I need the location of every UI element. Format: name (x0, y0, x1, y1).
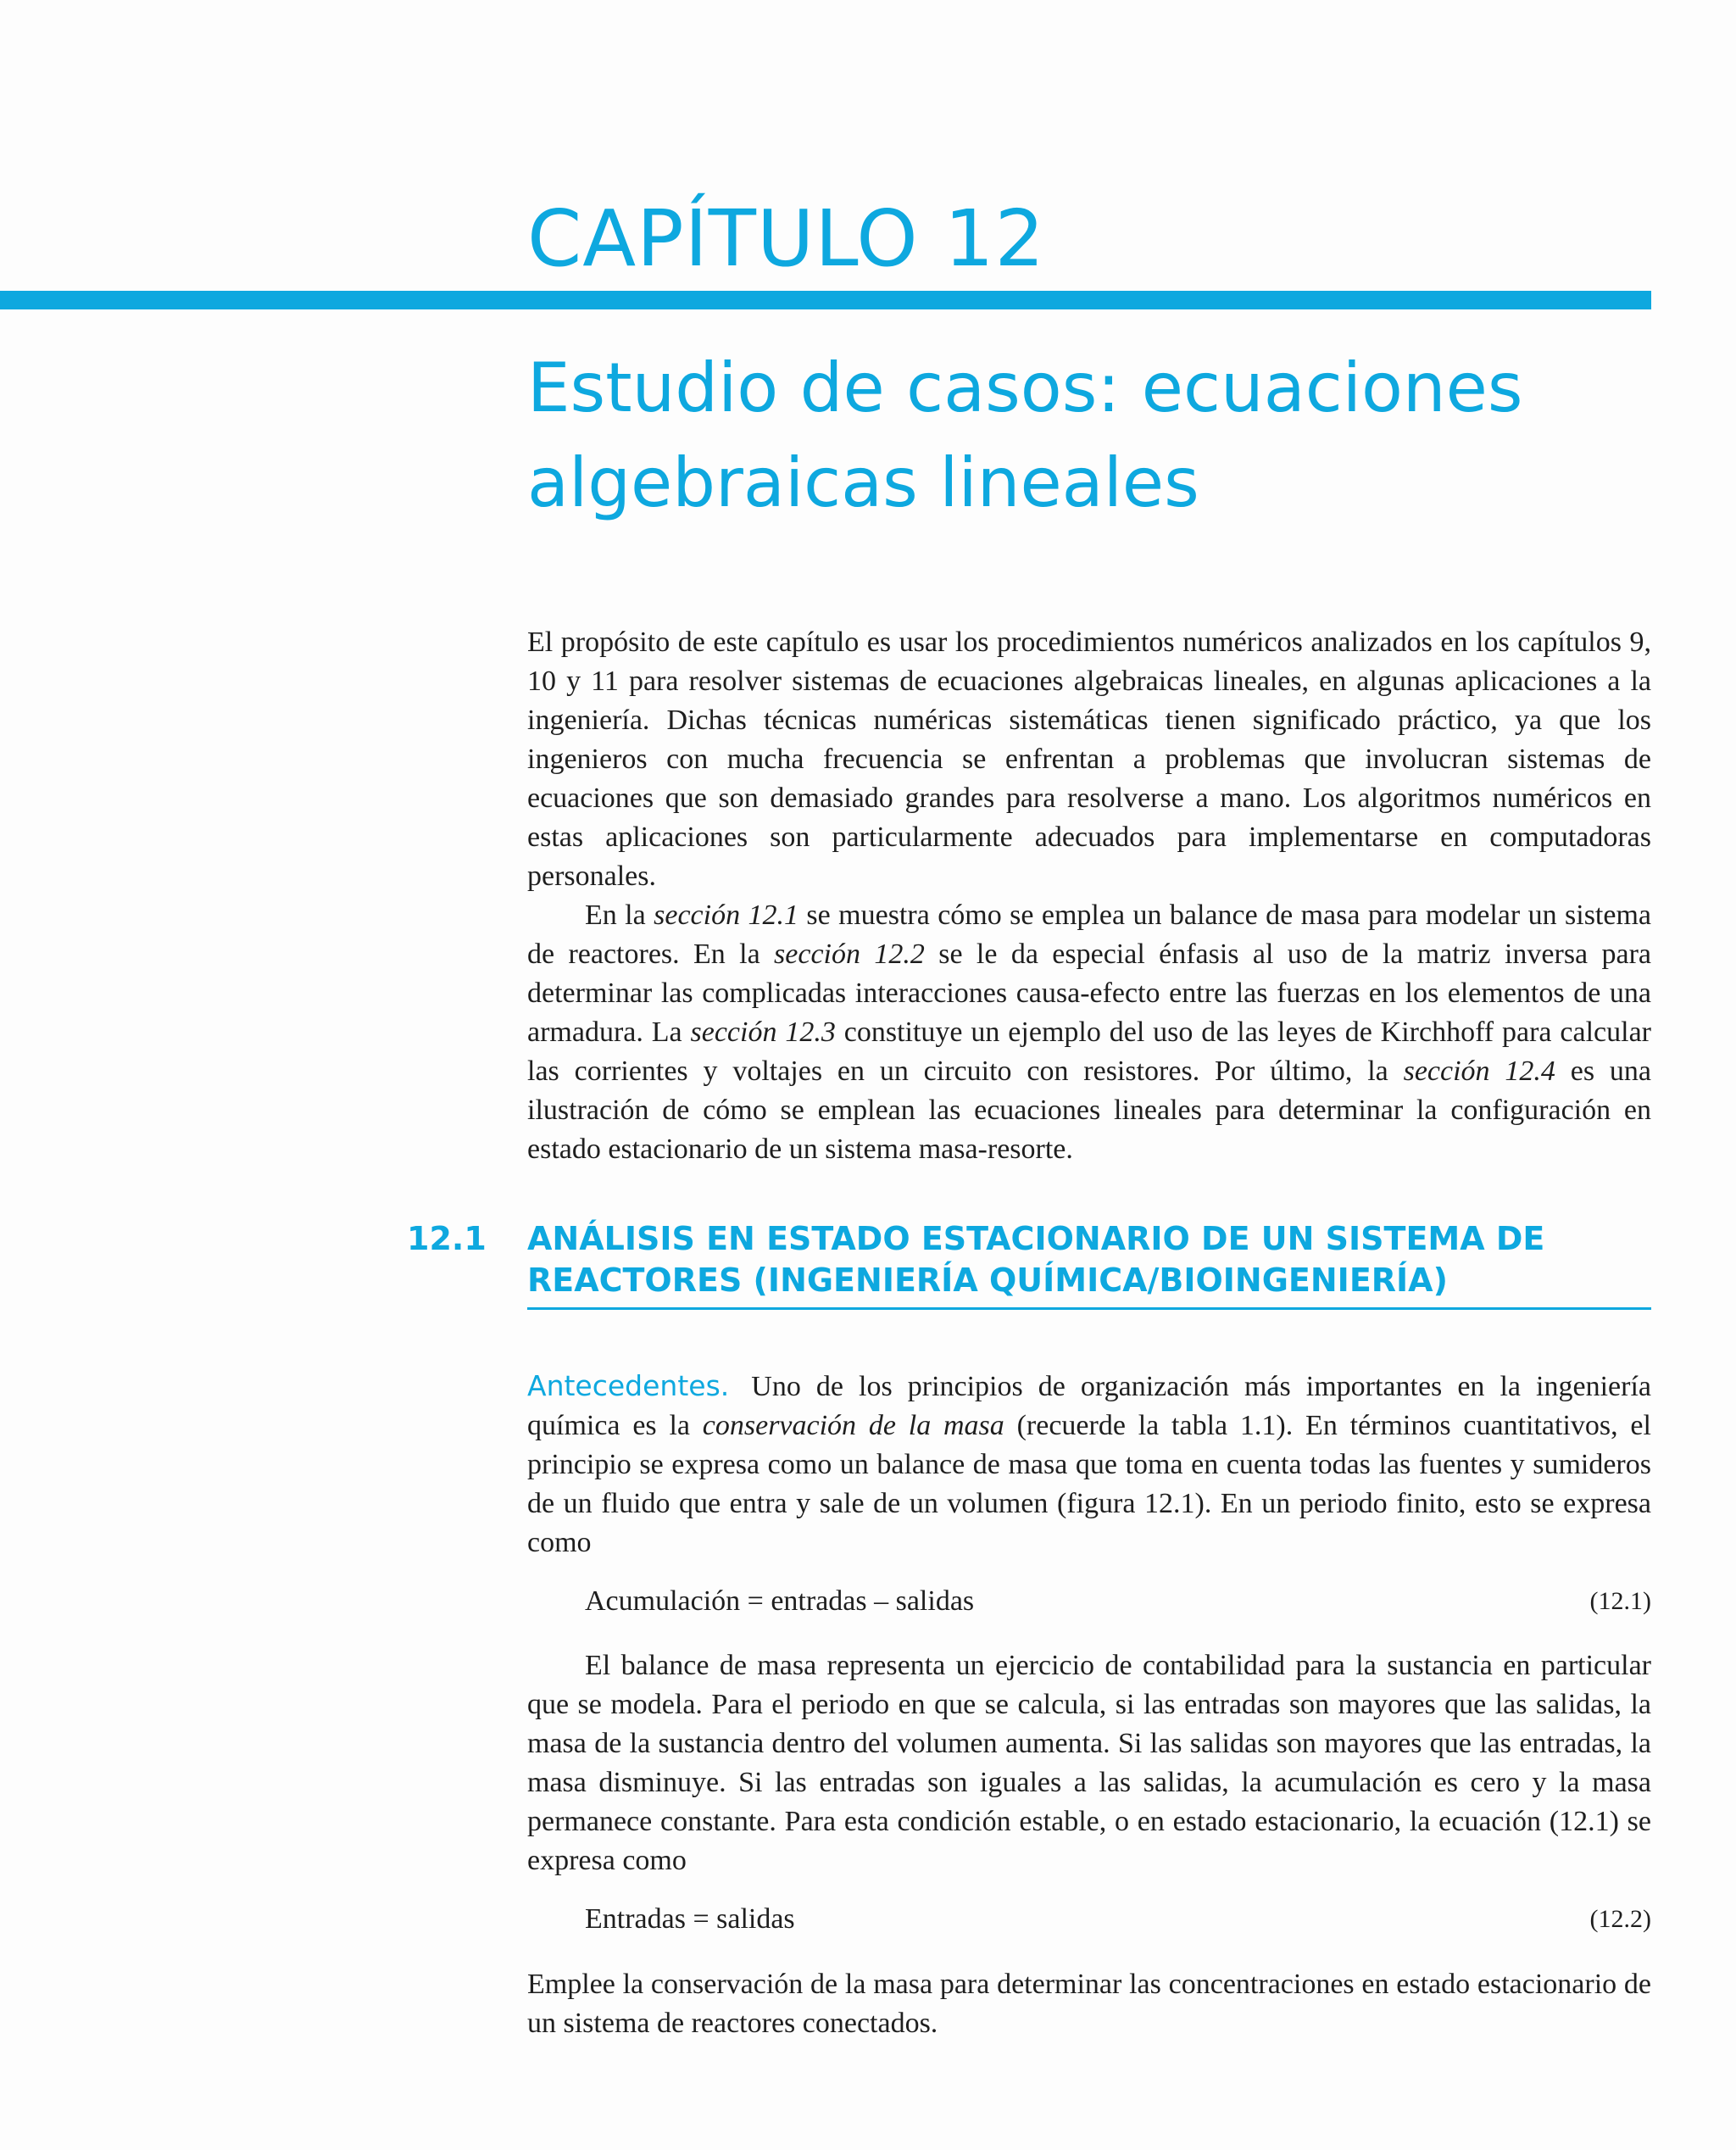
section-reference: sección 12.3 (690, 1017, 836, 1048)
emphasis-text: conservación de la masa (702, 1410, 1004, 1441)
equation-text: Acumulación = entradas – salidas (585, 1585, 975, 1617)
paragraph-text: (recuerde la tabla 1.1). En términos cuantitativos, el principio se expresa como un balance de masa que toma en cuenta todas las fuentes y sumideros de un fluido que entra y sale de un volumen (figura 12.1). En un periodo finito, esto se expresa como (527, 1410, 1651, 1558)
mass-balance-paragraph: El balance de masa representa un ejercicio de contabilidad para la sustancia en particular que se modela. Para el periodo en que se calcula, si las entradas son mayores que las salidas, la masa de la sustancia dentro del volumen aumenta. Si las salidas son mayores que las entradas, la masa disminuye. Si las entradas son iguales a las salidas, la acumulación es cero y la masa permanece constante. Para esta condición estable, o en estado estacionario, la ecuación (12.1) se expresa como (527, 1650, 1651, 1876)
equation-12-1 (585, 1582, 1651, 1621)
section-reference: sección 12.1 (654, 900, 799, 931)
intro-text: es una ilustración de cómo se emplean las ecuaciones lineales para determinar la configuración en estado estacionario de un sistema masa-resorte. (527, 1056, 1651, 1165)
section-number: 12.1 (407, 1220, 487, 1257)
section-reference: sección 12.2 (774, 939, 925, 970)
intro-text: se le da especial énfasis al uso de la matriz inversa para determinar las complicadas interacciones causa-efecto entre las fuerzas en los elementos de una armadura. La (527, 939, 1652, 1048)
intro-paragraph-1: El propósito de este capítulo es usar los procedimientos numéricos analizados en los capítulos 9, 10 y 11 para resolver sistemas de ecuaciones algebraicas lineales, en algunas aplicaciones a la ingeniería. Dichas técnicas numéricas sistemáticas tienen significado práctico, ya que los ingenieros con mucha frecuencia se enfrentan a problemas que involucran sistemas de ecuaciones que son demasiado grandes para resolverse a mano. Los algoritmos numéricos en estas aplicaciones son particularmente adecuados para implementarse en computadoras personales. (527, 627, 1651, 892)
intro-text: constituye un ejemplo del uso de las leyes de Kirchhoff para calcular las corrientes y voltajes en un circuito con resistores. Por último, la (527, 1017, 1651, 1087)
equation-12-2 (585, 1900, 1651, 1939)
section-reference: sección 12.4 (1403, 1056, 1555, 1087)
equation-number: (12.1) (1589, 1587, 1651, 1615)
section-divider (527, 1307, 1651, 1310)
problem-statement: Emplee la conservación de la masa para determinar las concentraciones en estado estacionario de un sistema de reactores conectados. (527, 1969, 1651, 2039)
runin-heading: Antecedentes. (527, 1369, 730, 1402)
intro-text: En la (585, 900, 654, 931)
chapter-title: Estudio de casos: ecuaciones algebraicas lineales (527, 348, 1523, 522)
intro-paragraph-2 (527, 896, 1651, 1169)
equation-number: (12.2) (1589, 1905, 1651, 1933)
section-heading: ANÁLISIS EN ESTADO ESTACIONARIO DE UN SISTEMA DE REACTORES (INGENIERÍA QUÍMICA/BIOINGENIERÍA) (527, 1220, 1545, 1299)
chapter-divider (0, 291, 1651, 309)
intro-text: se muestra cómo se emplea un balance de masa para modelar un sistema de reactores. En la (527, 900, 1652, 970)
paragraph-text: Uno de los principios de organización más importantes en la ingeniería química es la (527, 1371, 1651, 1441)
background-paragraph (527, 1367, 1651, 1562)
equation-text: Entradas = salidas (585, 1903, 795, 1935)
chapter-label: CAPÍTULO 12 (527, 193, 1046, 284)
